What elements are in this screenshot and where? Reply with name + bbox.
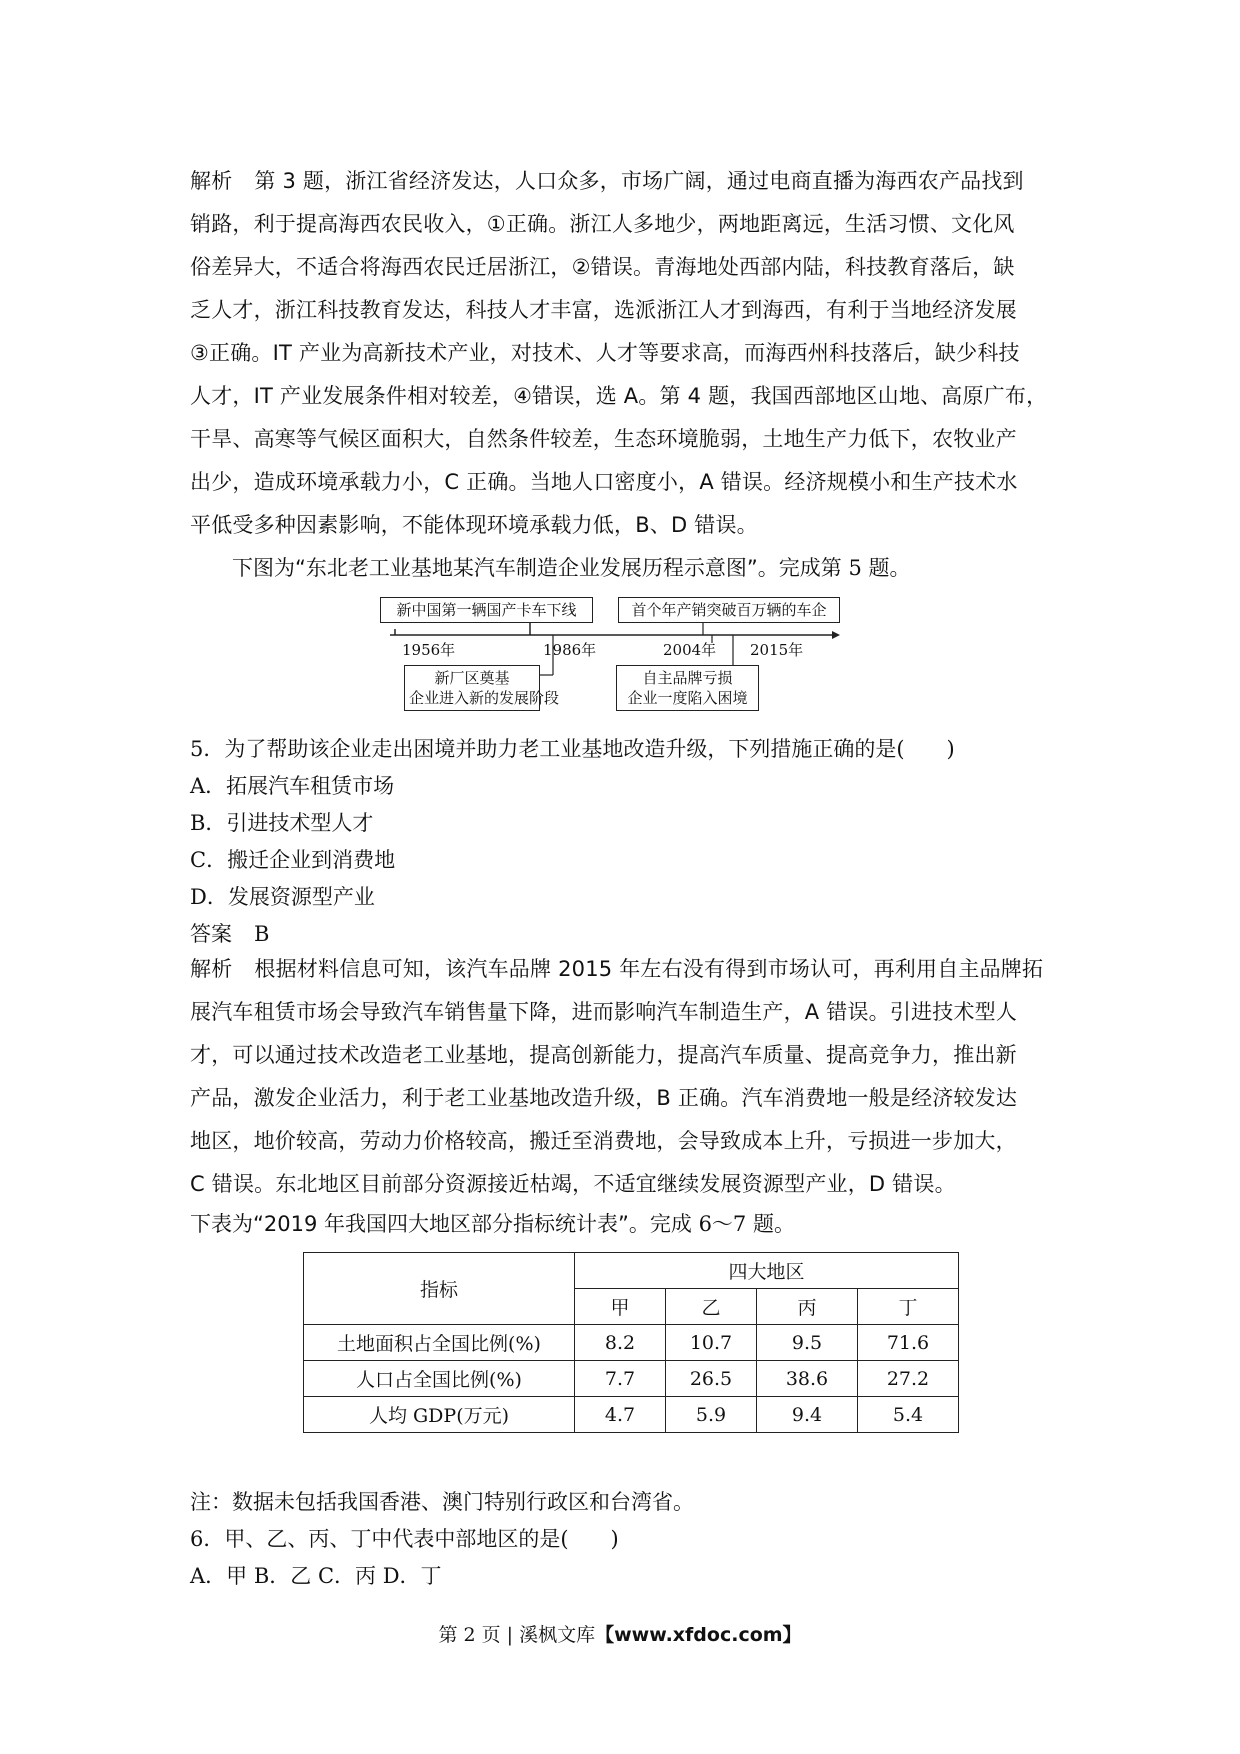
table-region-header: 丁 <box>858 1289 959 1325</box>
analysis-line: 人才，IT 产业发展条件相对较差，④错误，选 A。第 4 题，我国西部地区山地、高原广布， <box>190 384 1048 408</box>
table-cell: 27.2 <box>858 1361 959 1397</box>
table-row-label: 人均 GDP(万元) <box>304 1397 575 1433</box>
analysis-line: 平低受多种因素影响，不能体现环境承载力低，B、D 错误。 <box>190 513 758 537</box>
figure-intro: 下图为“东北老工业基地某汽车制造企业发展历程示意图”。完成第 5 题。 <box>232 556 911 580</box>
analysis-line: 才，可以通过技术改造老工业基地，提高创新能力，提高汽车质量、提高竞争力，推出新 <box>190 1043 1017 1067</box>
question-5-stem: 5．为了帮助该企业走出困境并助力老工业基地改造升级，下列措施正确的是( ) <box>190 737 955 761</box>
footer-separator: | <box>506 1624 514 1646</box>
table-cell: 4.7 <box>575 1397 666 1433</box>
timeline-year: 2015年 <box>750 641 804 659</box>
question-6-stem: 6．甲、乙、丙、丁中代表中部地区的是( ) <box>190 1527 619 1551</box>
analysis-line: 地区，地价较高，劳动力价格较高，搬迁至消费地，会导致成本上升，亏损进一步加大， <box>190 1129 1017 1153</box>
statistics-table <box>303 1252 959 1433</box>
analysis-line: 乏人才，浙江科技教育发达，科技人才丰富，选派浙江人才到海西，有利于当地经济发展 <box>190 298 1017 322</box>
analysis-label: 解析 <box>190 169 233 193</box>
analysis-block-2 <box>190 948 1070 1206</box>
analysis-label: 解析 <box>190 957 233 981</box>
analysis-line: 展汽车租赁市场会导致汽车销售量下降，进而影响汽车制造生产，A 错误。引进技术型人 <box>190 1000 1018 1024</box>
analysis-line: 销路，利于提高海西农民收入，①正确。浙江人多地少，两地距离远，生活习惯、文化风 <box>190 212 1015 236</box>
table-cell: 38.6 <box>757 1361 858 1397</box>
answer-label: 答案 <box>190 922 232 946</box>
timeline-year: 1986年 <box>543 641 597 659</box>
table-row <box>304 1325 959 1361</box>
table-cell: 5.4 <box>858 1397 959 1433</box>
analysis-line: 产品，激发企业活力，利于老工业基地改造升级，B 正确。汽车消费地一般是经济较发达 <box>190 1086 1018 1110</box>
timeline-event-box: 新中国第一辆国产卡车下线 <box>380 597 593 623</box>
timeline-event-box: 自主品牌亏损 企业一度陷入困境 <box>616 665 759 711</box>
analysis-line: 解析 根据材料信息可知，该汽车品牌 2015 年左右没有得到市场认可，再利用自主品牌拓 <box>190 957 1044 981</box>
page-footer <box>0 1620 1240 1647</box>
table-cell: 10.7 <box>666 1325 757 1361</box>
table-cell: 26.5 <box>666 1361 757 1397</box>
question-option: A．拓展汽车租赁市场 <box>190 774 395 798</box>
table-region-header: 丙 <box>757 1289 858 1325</box>
question-option: B．引进技术型人才 <box>190 811 374 835</box>
timeline-event-box: 首个年产销突破百万辆的车企 <box>618 597 840 623</box>
timeline-year: 1956年 <box>402 641 456 659</box>
analysis-line: 解析 第 3 题，浙江省经济发达，人口众多，市场广阔，通过电商直播为海西农产品找到 <box>190 169 1024 193</box>
analysis-line: 俗差异大，不适合将海西农民迁居浙江，②错误。青海地处西部内陆，科技教育落后，缺 <box>190 255 1015 279</box>
table-region-header: 乙 <box>666 1289 757 1325</box>
table-cell: 7.7 <box>575 1361 666 1397</box>
analysis-block-1 <box>190 160 1070 547</box>
page-number: 第 2 页 <box>438 1624 501 1646</box>
table-row-label: 土地面积占全国比例(%) <box>304 1325 575 1361</box>
question-option: D．发展资源型产业 <box>190 885 375 909</box>
analysis-line: ③正确。IT 产业为高新技术产业，对技术、人才等要求高，而海西州科技落后，缺少科技 <box>190 341 1020 365</box>
footer-site-name: 溪枫文库 <box>519 1624 596 1646</box>
analysis-line: 干旱、高寒等气候区面积大，自然条件较差，生态环境脆弱，土地生产力低下，农牧业产 <box>190 427 1017 451</box>
table-cell: 5.9 <box>666 1397 757 1433</box>
question-option: C．搬迁企业到消费地 <box>190 848 396 872</box>
table-cell: 9.5 <box>757 1325 858 1361</box>
footer-site-link[interactable]: 【www.xfdoc.com】 <box>595 1624 802 1646</box>
analysis-line: C 错误。东北地区目前部分资源接近枯竭，不适宜继续发展资源型产业，D 错误。 <box>190 1172 956 1196</box>
table-cell: 71.6 <box>858 1325 959 1361</box>
table-cell: 8.2 <box>575 1325 666 1361</box>
table-intro: 下表为“2019 年我国四大地区部分指标统计表”。完成 6～7 题。 <box>190 1212 795 1236</box>
table-header-regions: 四大地区 <box>575 1253 959 1289</box>
table-row-label: 人口占全国比例(%) <box>304 1361 575 1397</box>
table-row <box>304 1361 959 1397</box>
question-6-options: A．甲 B．乙 C．丙 D．丁 <box>190 1564 442 1588</box>
table-region-header: 甲 <box>575 1289 666 1325</box>
table-header-indicator: 指标 <box>304 1253 575 1325</box>
timeline-diagram <box>380 595 840 715</box>
table-row <box>304 1397 959 1433</box>
answer-value: B <box>254 922 270 946</box>
answer-line <box>190 918 269 948</box>
timeline-event-box: 新厂区奠基 企业进入新的发展阶段 <box>404 665 540 711</box>
table-cell: 9.4 <box>757 1397 858 1433</box>
timeline-year: 2004年 <box>663 641 717 659</box>
table-note: 注：数据未包括我国香港、澳门特别行政区和台湾省。 <box>190 1490 694 1514</box>
analysis-line: 出少，造成环境承载力小，C 正确。当地人口密度小，A 错误。经济规模小和生产技术水 <box>190 470 1018 494</box>
